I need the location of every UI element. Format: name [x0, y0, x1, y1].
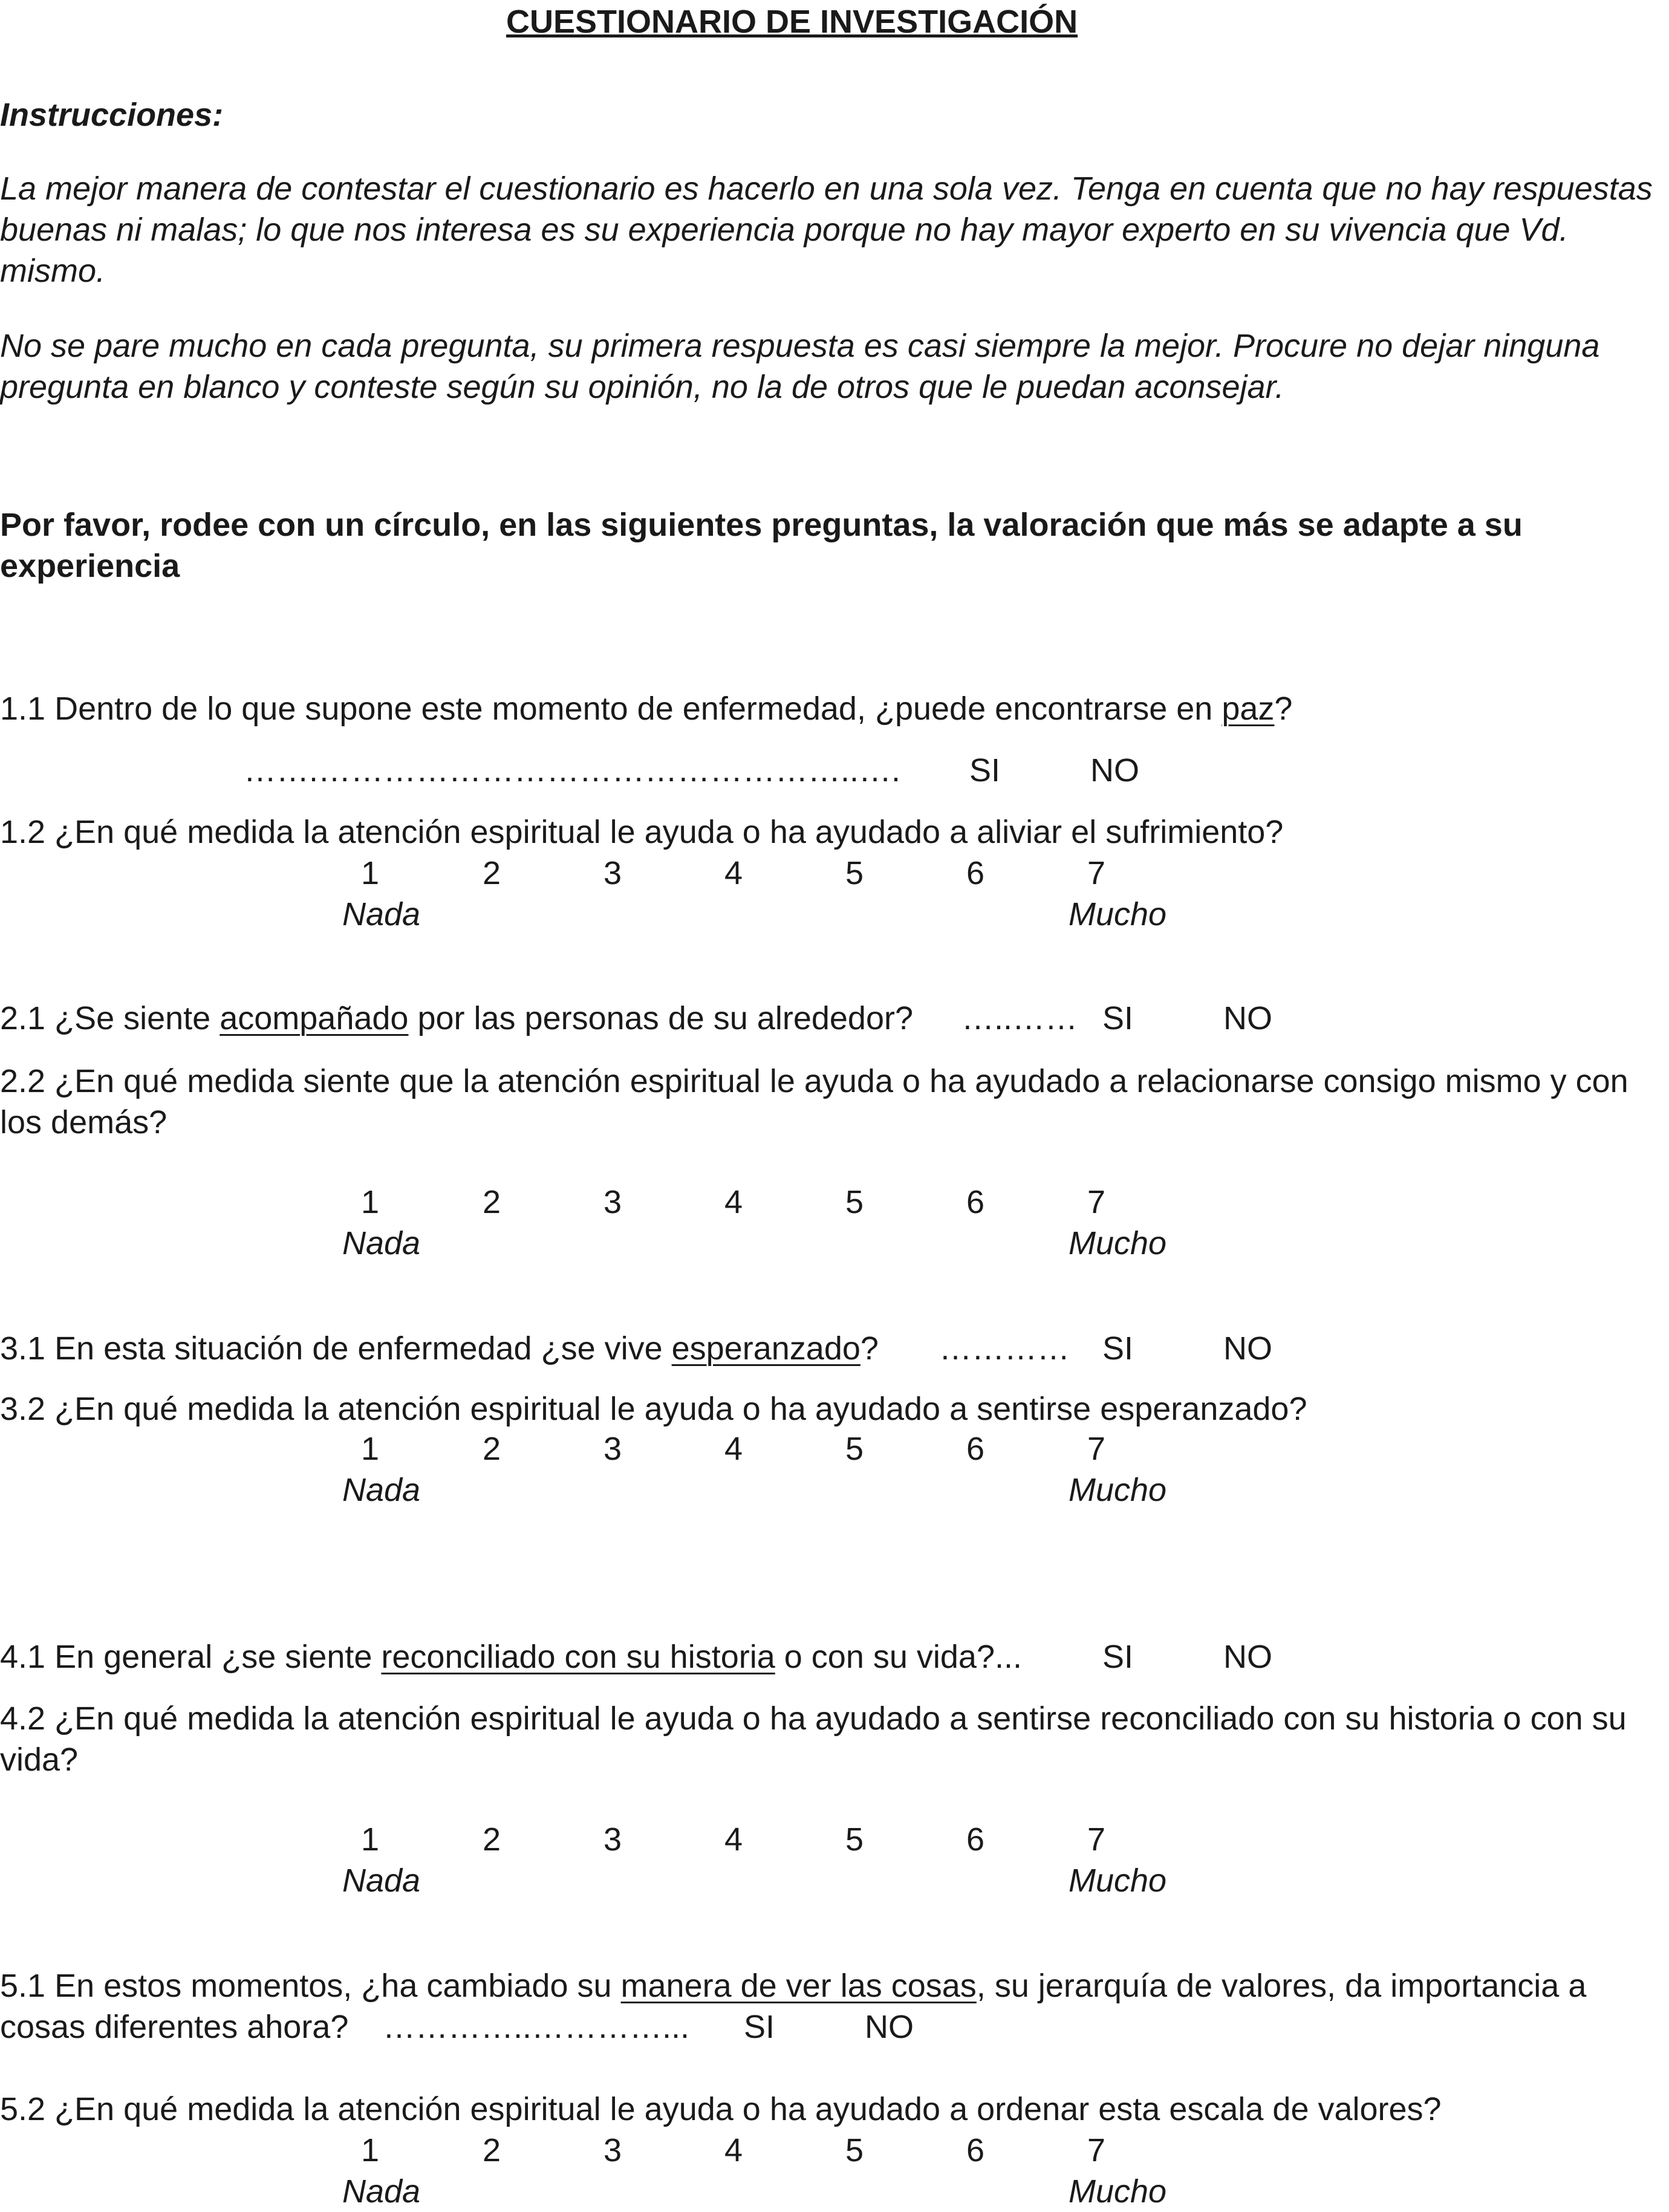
answer-si-4-1[interactable]: SI [1102, 1639, 1134, 1675]
question-2-1: 2.1 ¿Se siente acompañado por las personas de su alrededor? [0, 1000, 913, 1036]
answer-no-3-1[interactable]: NO [1223, 1330, 1272, 1367]
rating-scale-3-2-label-high: Mucho [1069, 1472, 1167, 1508]
answer-no-2-1[interactable]: NO [1223, 1000, 1272, 1036]
rating-scale-1-2-option-3[interactable]: 3 [603, 855, 622, 891]
rating-scale-3-2-option-4[interactable]: 4 [724, 1431, 743, 1467]
rating-scale-2-2-option-7[interactable]: 7 [1087, 1184, 1106, 1220]
rating-scale-4-2-label-high: Mucho [1069, 1862, 1167, 1899]
rating-scale-5-2-option-1[interactable]: 1 [360, 2132, 380, 2168]
rating-scale-2-2-option-4[interactable]: 4 [724, 1184, 743, 1220]
rating-scale-3-2-label-low: Nada [342, 1472, 421, 1508]
keyword-esperanzado: esperanzado [671, 1330, 861, 1367]
rating-scale-4-2-option-7[interactable]: 7 [1087, 1821, 1106, 1858]
rating-scale-5-2-label-low: Nada [342, 2173, 421, 2210]
question-1-2: 1.2 ¿En qué medida la atención espiritual le ayuda o ha ayudado a aliviar el sufrimiento? [0, 814, 1284, 850]
answer-si-2-1[interactable]: SI [1102, 1000, 1134, 1036]
rating-scale-5-2-option-5[interactable]: 5 [845, 2132, 864, 2168]
rating-scale-5-2-label-high: Mucho [1069, 2173, 1167, 2210]
instructions-paragraph-2: No se pare mucho en cada pregunta, su primera respuesta es casi siempre la mejor. Procure no dejar ninguna pregunta en blanco y conteste según su opinión, no la de otros que le puedan aconsejar. [0, 328, 1600, 405]
answer-no-4-1[interactable]: NO [1223, 1639, 1272, 1675]
rating-scale-2-2-option-5[interactable]: 5 [845, 1184, 864, 1220]
question-4-1: 4.1 En general ¿se siente reconciliado con su historia o con su vida?... [0, 1639, 1022, 1675]
rating-scale-1-2-option-5[interactable]: 5 [845, 855, 864, 891]
answer-si-1-1[interactable]: SI [969, 752, 1001, 789]
rating-scale-5-2-option-4[interactable]: 4 [724, 2132, 743, 2168]
question-3-2: 3.2 ¿En qué medida la atención espiritual le ayuda o ha ayudado a sentirse esperanzado? [0, 1391, 1307, 1427]
rating-scale-4-2-option-5[interactable]: 5 [845, 1821, 864, 1858]
question-5-2: 5.2 ¿En qué medida la atención espiritual le ayuda o ha ayudado a ordenar esta escala de valores? [0, 2091, 1442, 2127]
rating-scale-2-2-option-2[interactable]: 2 [482, 1184, 501, 1220]
rating-scale-3-2-option-3[interactable]: 3 [603, 1431, 622, 1467]
rating-scale-1-2-label-low: Nada [342, 896, 421, 932]
question-2-1-dots: …..…… [961, 1000, 1078, 1036]
keyword-acompanado: acompañado [220, 1000, 409, 1036]
rating-scale-5-2-option-2[interactable]: 2 [482, 2132, 501, 2168]
question-1-1: 1.1 Dentro de lo que supone este momento de enfermedad, ¿puede encontrarse en paz? [0, 691, 1293, 727]
rating-scale-3-2-option-7[interactable]: 7 [1087, 1431, 1106, 1467]
rating-scale-3-2-option-5[interactable]: 5 [845, 1431, 864, 1467]
rating-scale-5-2-option-6[interactable]: 6 [966, 2132, 985, 2168]
rating-scale-2-2-option-3[interactable]: 3 [603, 1184, 622, 1220]
answer-si-5-1[interactable]: SI [744, 2009, 775, 2045]
answer-si-3-1[interactable]: SI [1102, 1330, 1134, 1367]
rating-scale-4-2-option-3[interactable]: 3 [603, 1821, 622, 1858]
instructions-paragraph-1: La mejor manera de contestar el cuestionario es hacerlo en una sola vez. Tenga en cuenta que no hay respuestas buenas ni malas; lo que nos interesa es su experiencia porque no hay mayor experto en su vivencia que Vd. mismo. [0, 171, 1653, 289]
rating-scale-1-2-option-1[interactable]: 1 [360, 855, 380, 891]
rating-scale-1-2-option-2[interactable]: 2 [482, 855, 501, 891]
rating-scale-4-2-option-6[interactable]: 6 [966, 1821, 985, 1858]
rating-scale-3-2-option-6[interactable]: 6 [966, 1431, 985, 1467]
rating-scale-1-2-option-6[interactable]: 6 [966, 855, 985, 891]
rating-scale-4-2-option-1[interactable]: 1 [360, 1821, 380, 1858]
answer-no-1-1[interactable]: NO [1090, 752, 1139, 789]
answer-no-5-1[interactable]: NO [865, 2009, 914, 2045]
keyword-reconciliado: reconciliado con su historia [381, 1639, 775, 1675]
rating-scale-1-2-option-4[interactable]: 4 [724, 855, 743, 891]
rating-scale-4-2-option-2[interactable]: 2 [482, 1821, 501, 1858]
instructions-heading: Instrucciones: [0, 97, 224, 133]
question-2-2: 2.2 ¿En qué medida siente que la atención espiritual le ayuda o ha ayudado a relacionarse consigo mismo y con los demás? [0, 1063, 1628, 1140]
rating-scale-5-2-option-7[interactable]: 7 [1087, 2132, 1106, 2168]
question-3-1: 3.1 En esta situación de enfermedad ¿se vive esperanzado? [0, 1330, 879, 1367]
rating-scale-1-2-label-high: Mucho [1069, 896, 1167, 932]
rating-scale-3-2-option-2[interactable]: 2 [482, 1431, 501, 1467]
question-5-1: 5.1 En estos momentos, ¿ha cambiado su manera de ver las cosas, su jerarquía de valores, da importancia a cosas diferentes ahora? [0, 1968, 1587, 2045]
question-1-1-dots: …….…………………………………………..…. [244, 752, 901, 789]
rating-scale-2-2-label-low: Nada [342, 1225, 421, 1261]
question-5-1-dots: …………..…………... [383, 2009, 690, 2045]
rating-scale-4-2-option-4[interactable]: 4 [724, 1821, 743, 1858]
question-3-1-dots: ………… [939, 1330, 1070, 1367]
circle-instruction: Por favor, rodee con un círculo, en las siguientes preguntas, la valoración que más se adapte a su experiencia [0, 507, 1523, 584]
rating-scale-3-2-option-1[interactable]: 1 [360, 1431, 380, 1467]
keyword-manera-de-ver: manera de ver las cosas [620, 1968, 977, 2004]
question-4-2: 4.2 ¿En qué medida la atención espiritual le ayuda o ha ayudado a sentirse reconciliado con su historia o con su vida? [0, 1700, 1627, 1778]
rating-scale-2-2-option-6[interactable]: 6 [966, 1184, 985, 1220]
rating-scale-5-2-option-3[interactable]: 3 [603, 2132, 622, 2168]
rating-scale-2-2-option-1[interactable]: 1 [360, 1184, 380, 1220]
questionnaire-title: CUESTIONARIO DE INVESTIGACIÓN [506, 4, 1078, 40]
rating-scale-2-2-label-high: Mucho [1069, 1225, 1167, 1261]
rating-scale-1-2-option-7[interactable]: 7 [1087, 855, 1106, 891]
rating-scale-4-2-label-low: Nada [342, 1862, 421, 1899]
keyword-paz: paz [1222, 691, 1275, 727]
